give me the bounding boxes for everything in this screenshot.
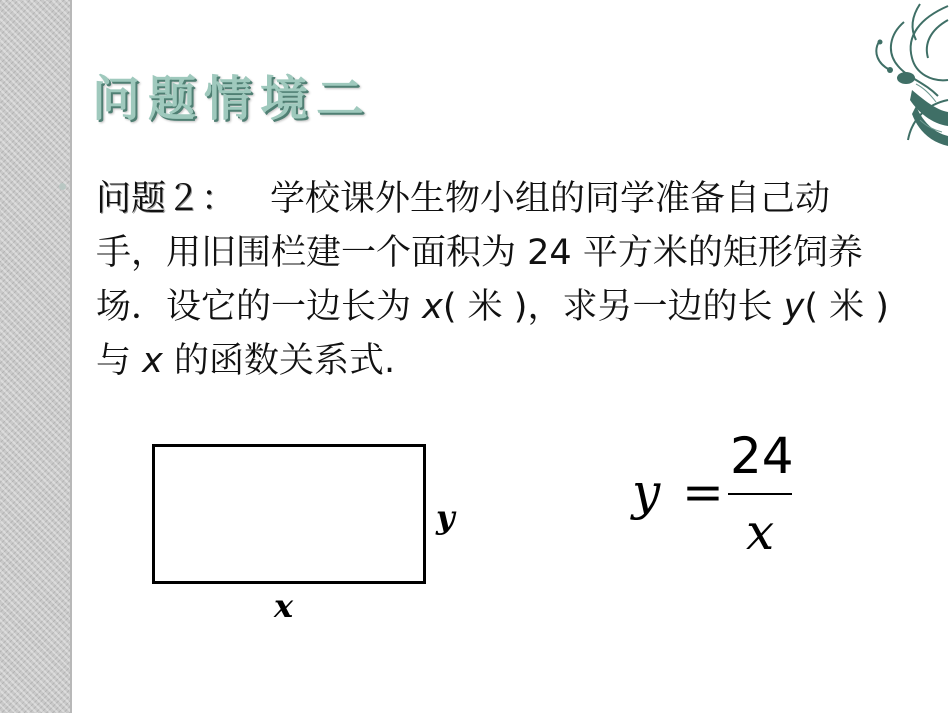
bullet-marker: [59, 183, 66, 190]
phoenix-ornament-icon: [820, 0, 950, 150]
problem-area: 24: [527, 233, 572, 273]
problem-statement: [96, 172, 896, 388]
problem-label: 问题２：: [96, 179, 237, 219]
formula-equals: =: [682, 463, 724, 521]
formula-lhs: y: [632, 463, 661, 521]
problem-text-2: 平方米的矩形饲养场．设它的一边长为: [96, 233, 863, 327]
problem-text-3: ，求另一边的长: [527, 287, 773, 327]
formula-denominator: x: [746, 503, 775, 561]
problem-var-y: y: [783, 287, 805, 327]
formula-numerator: 24: [730, 427, 794, 485]
problem-var-x2: x: [142, 341, 163, 381]
problem-var-x: x: [422, 287, 443, 327]
rectangle-bottom-label-x: x: [274, 587, 294, 625]
function-formula: [632, 425, 832, 575]
rectangle-diagram: [152, 444, 426, 584]
problem-unit-2: ( 米 ): [804, 287, 889, 327]
problem-text-1: 学校课外生物小组的同学准备自己动手，用旧围栏建一个面积为: [96, 179, 831, 273]
problem-text-4: 与: [96, 341, 132, 381]
slide-title: 问题情境二: [92, 71, 373, 127]
formula-fraction-bar: [728, 493, 792, 495]
rectangle-side-label-y: y: [436, 498, 455, 536]
decorative-side-strip: [0, 0, 72, 713]
problem-unit-1: ( 米 ): [442, 287, 528, 327]
problem-text-5: 的函数关系式.: [174, 341, 396, 381]
